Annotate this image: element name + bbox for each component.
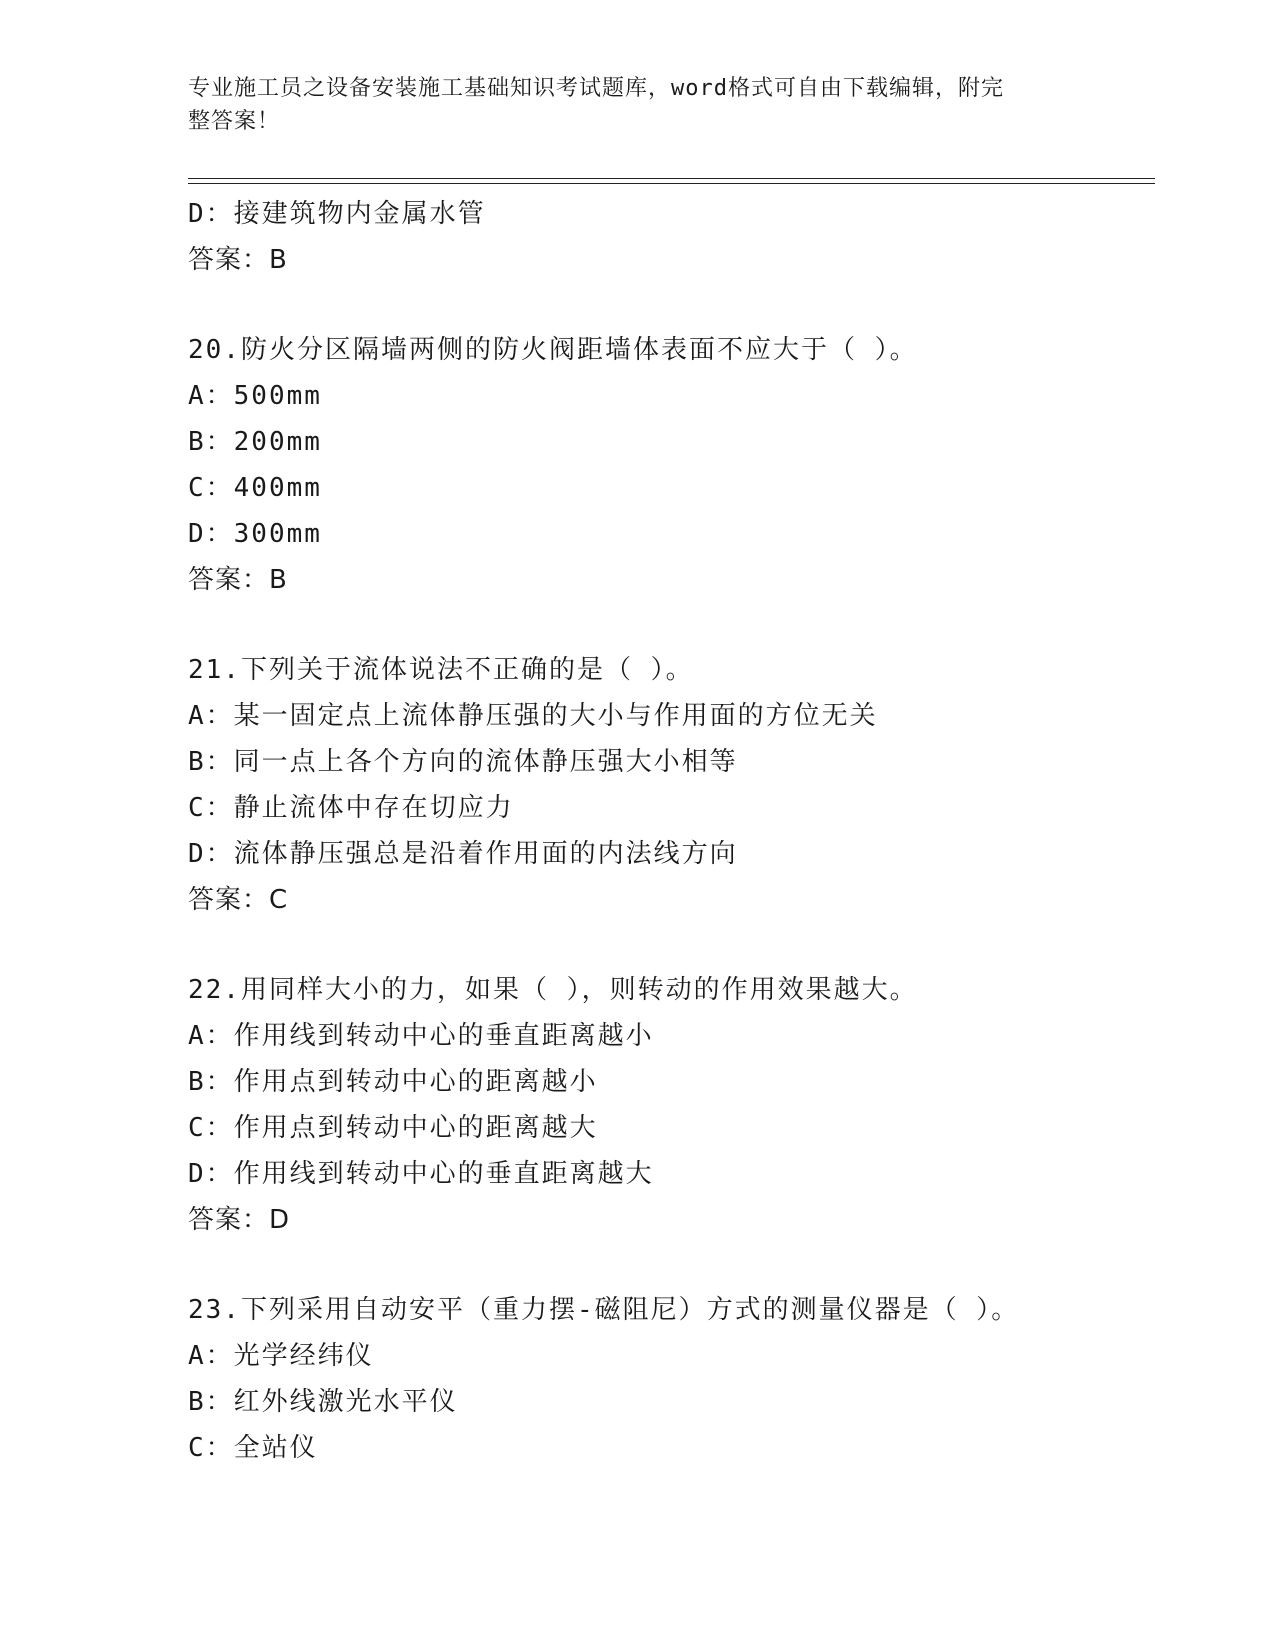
question-21: 21.下列关于流体说法不正确的是（ ）。 — [188, 655, 694, 685]
answer-line: 答案：B — [188, 245, 288, 275]
option-a: A：光学经纬仪 — [188, 1341, 374, 1371]
question-23: 23.下列采用自动安平（重力摆-磁阻尼）方式的测量仪器是（ ）。 — [188, 1295, 1020, 1325]
option-d: D：流体静压强总是沿着作用面的内法线方向 — [188, 839, 738, 869]
header-line-1: 专业施工员之设备安装施工基础知识考试题库，word格式可自由下载编辑，附完 — [188, 76, 1004, 101]
option-b: B：同一点上各个方向的流体静压强大小相等 — [188, 747, 738, 777]
option-d: D：接建筑物内金属水管 — [188, 199, 486, 229]
answer-line: 答案：C — [188, 885, 289, 915]
spacer — [188, 603, 1138, 647]
spacer — [188, 283, 1138, 327]
answer-line: 答案：B — [188, 565, 288, 595]
spacer — [188, 923, 1138, 967]
option-a: A：作用线到转动中心的垂直距离越小 — [188, 1021, 654, 1051]
option-d: D：作用线到转动中心的垂直距离越大 — [188, 1159, 654, 1189]
option-a: A：某一固定点上流体静压强的大小与作用面的方位无关 — [188, 701, 878, 731]
option-b: B：红外线激光水平仪 — [188, 1387, 458, 1417]
spacer — [188, 1243, 1138, 1287]
question-22: 22.用同样大小的力，如果（ ），则转动的作用效果越大。 — [188, 975, 918, 1005]
document-body — [188, 191, 1138, 1471]
option-c: C：400mm — [188, 473, 322, 503]
option-b: B：200mm — [188, 427, 322, 457]
answer-line: 答案：D — [188, 1205, 291, 1235]
document-header — [188, 72, 1088, 138]
header-line-2: 整答案！ — [188, 109, 281, 134]
option-b: B：作用点到转动中心的距离越小 — [188, 1067, 598, 1097]
option-c: C：作用点到转动中心的距离越大 — [188, 1113, 598, 1143]
header-divider-bottom — [188, 183, 1155, 184]
option-c: C：静止流体中存在切应力 — [188, 793, 514, 823]
option-c: C：全站仪 — [188, 1433, 318, 1463]
option-d: D：300mm — [188, 519, 322, 549]
question-20: 20.防火分区隔墙两侧的防火阀距墙体表面不应大于（ ）。 — [188, 335, 918, 365]
header-divider-top — [188, 178, 1155, 179]
option-a: A：500mm — [188, 381, 322, 411]
